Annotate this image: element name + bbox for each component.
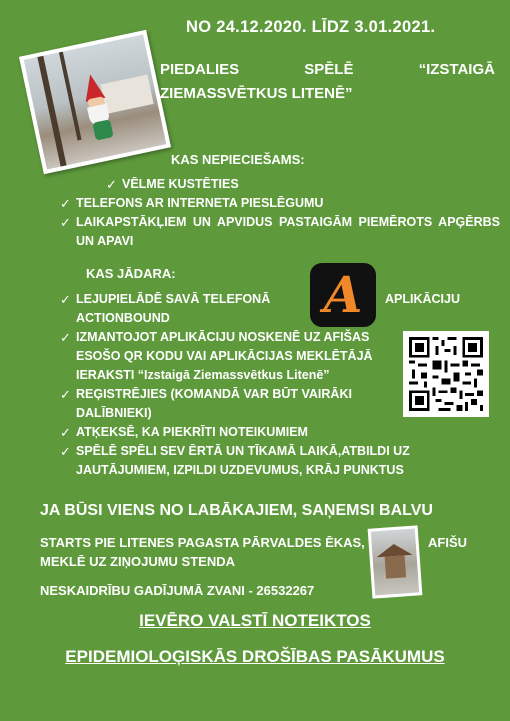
gnome-photo — [19, 30, 171, 174]
todo-heading: KAS JĀDARA: — [86, 266, 176, 281]
list-item: DALĪBNIEKI) — [76, 406, 152, 420]
needs-heading: KAS NEPIECIEŠAMS: — [171, 152, 305, 167]
check-icon: ✓ — [60, 444, 71, 459]
list-item: ✓ ATĶEKSĒ, KA PIEKRĪTI NOTEIKUMIEM — [60, 425, 308, 440]
info-stand-photo — [368, 525, 423, 598]
invite-word-3: “IZSTAIGĀ — [418, 61, 495, 78]
list-item: IERAKSTI “Izstaigā Ziemassvētkus Litenē” — [76, 368, 330, 382]
invite-title — [160, 58, 495, 106]
list-item: ✓ LAIKAPSTĀKĻIEM UN APVIDUS PASTAIGĀM PIEMĒROTS APĢĒRBS UN APAVI — [60, 215, 500, 248]
list-item: ESOŠO QR KODU VAI APLIKĀCIJAS MEKLĒTĀJĀ — [76, 349, 373, 363]
check-icon: ✓ — [60, 292, 71, 307]
list-item: ACTIONBOUND — [76, 311, 170, 325]
list-item: ✓ IZMANTOJOT APLIKĀCIJU NOSKENĒ UZ AFIŠAS — [60, 330, 370, 345]
notice-line-2: EPIDEMIOLOĢISKĀS DROŠĪBAS PASĀKUMUS — [65, 647, 445, 666]
qr-code-icon — [403, 331, 489, 417]
check-icon: ✓ — [60, 215, 71, 230]
invite-word-1: PIEDALIES — [160, 61, 240, 78]
start-line-2: MEKLĒ UZ ZIŅOJUMU STENDA — [40, 554, 235, 569]
needs-list — [60, 194, 500, 251]
check-icon: ✓ — [60, 330, 71, 345]
notice-line-1: IEVĒRO VALSTĪ NOTEIKTOS — [139, 611, 371, 630]
invite-line-2: ZIEMASSVĒTKUS LITENĒ” — [160, 85, 353, 102]
check-icon: ✓ — [60, 387, 71, 402]
prize-text: JA BŪSI VIENS NO LABĀKAJIEM, SAŅEMSI BALVU — [40, 502, 433, 519]
start-line-1-end: AFIŠU — [428, 535, 467, 550]
contact-phone: NESKAIDRĪBU GADĪJUMĀ ZVANI - 26532267 — [40, 583, 315, 598]
list-item: ✓ VĒLME KUSTĒTIES — [106, 177, 239, 192]
needs-list-first — [106, 175, 239, 194]
list-item: ✓ REĢISTRĒJIES (KOMANDĀ VAR BŪT VAIRĀKI — [60, 387, 352, 402]
check-icon: ✓ — [60, 196, 71, 211]
list-item: ✓ LEJUPIELĀDĒ SAVĀ TELEFONĀ APLIKĀCIJU — [60, 292, 461, 307]
actionbound-app-icon: A — [310, 263, 376, 327]
list-item: ✓ TELEFONS AR INTERNETA PIESLĒGUMU — [60, 196, 324, 211]
start-line-1: STARTS PIE LITENES PAGASTA PĀRVALDES ĒKAS, — [40, 535, 365, 550]
check-icon: ✓ — [60, 425, 71, 440]
list-item: JAUTĀJUMIEM, IZPILDI UZDEVUMUS, KRĀJ PUNKTUS — [76, 463, 404, 477]
list-item: ✓ SPĒLĒ SPĒLI SEV ĒRTĀ UN TĪKAMĀ LAIKĀ,ATBILDI UZ — [60, 444, 410, 459]
date-range: NO 24.12.2020. LĪDZ 3.01.2021. — [186, 18, 436, 36]
invite-word-2: SPĒLĒ — [304, 61, 354, 78]
check-icon: ✓ — [106, 177, 117, 192]
